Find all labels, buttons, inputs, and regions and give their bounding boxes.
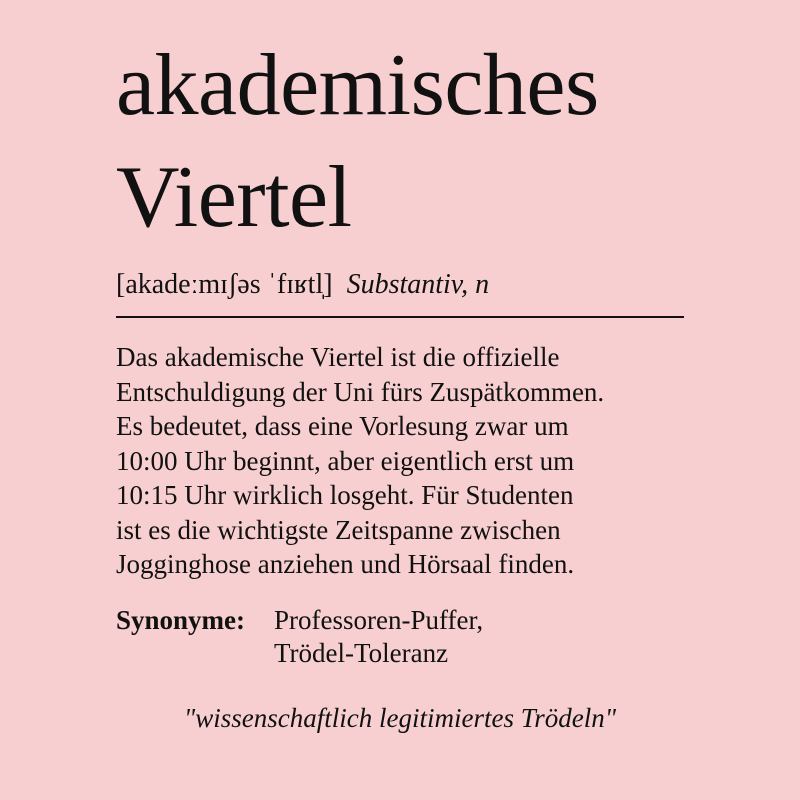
synonym-item: Professoren-Puffer, [274, 605, 484, 635]
definition-line: Jogginghose anziehen und Hörsaal finden. [116, 549, 575, 579]
definition-line: 10:00 Uhr beginnt, aber eigentlich erst um [116, 445, 575, 476]
definition-line: Es bedeutet, dass eine Vorlesung zwar um [116, 411, 569, 441]
synonyms-values [274, 604, 483, 670]
example-quote: "wissenschaftlich legitimiertes Trödeln" [183, 703, 617, 733]
pronunciation-row [116, 270, 489, 301]
definition-line: 10:15 Uhr wirklich losgeht. Für Studenten [116, 480, 574, 510]
definition-line: Das akademische Viertel ist die offizielle [116, 342, 560, 372]
headword-line-1: akademisches [116, 37, 599, 134]
pronunciation: [akadeːmɪʃəs ˈfɪʁtl̩] [116, 269, 333, 300]
headword-line-2: Viertel [116, 149, 352, 246]
synonyms-label: Synonyme: [116, 605, 246, 635]
definition-text [116, 340, 706, 582]
divider-line [116, 316, 684, 318]
synonym-item: Trödel-Toleranz [274, 638, 449, 668]
part-of-speech: Substantiv, n [346, 269, 490, 300]
definition-line: Entschuldigung der Uni fürs Zuspätkommen. [116, 376, 605, 407]
definition-line: ist es die wichtigste Zeitspanne zwischen [116, 514, 561, 545]
